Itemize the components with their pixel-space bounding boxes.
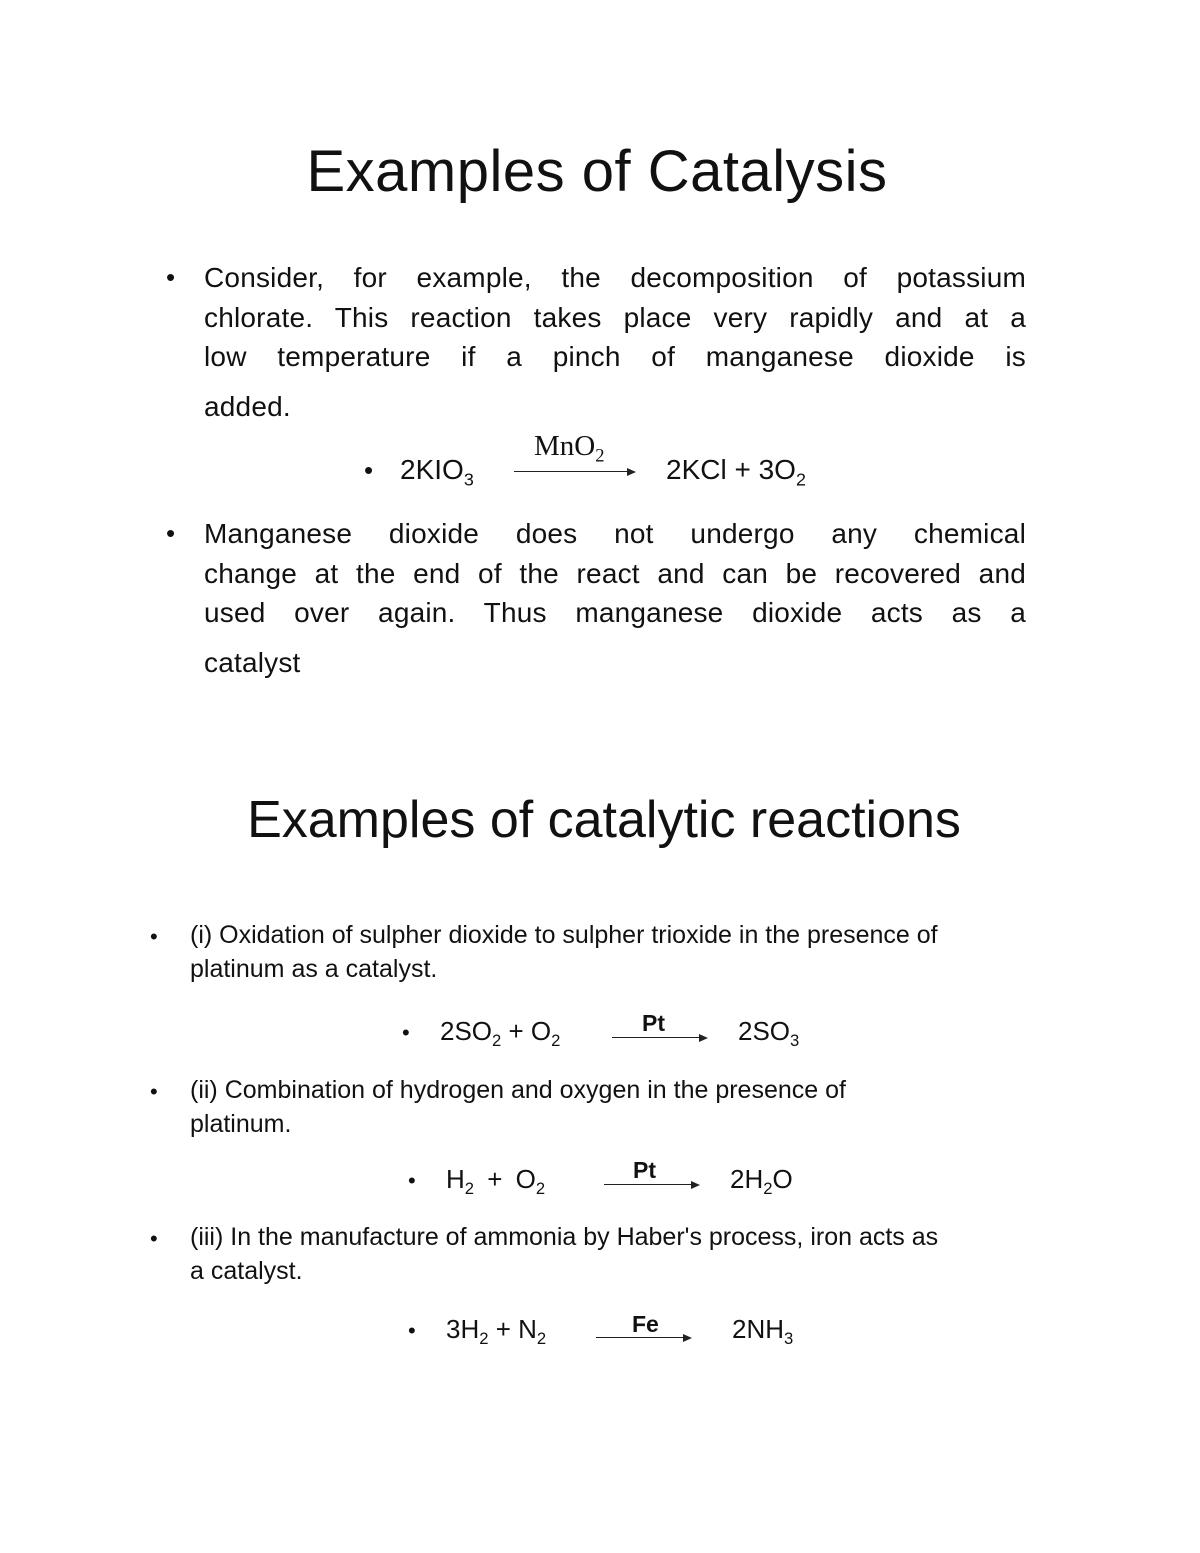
bullet-marker: • xyxy=(150,1079,158,1104)
bullet-marker: • xyxy=(166,262,176,292)
paragraph-haber-process xyxy=(190,1220,1050,1288)
bullet-marker: • xyxy=(150,924,158,949)
subscript: 2 xyxy=(479,1328,489,1348)
subscript: 3 xyxy=(784,1328,794,1348)
formula: 2KCl + 3O xyxy=(666,454,796,485)
formula: O xyxy=(772,1164,793,1194)
bullet-marker: • xyxy=(408,1168,416,1193)
text-line: (i) Oxidation of sulpher dioxide to sulpher trioxide in the presence of xyxy=(190,921,938,949)
equation-reactant xyxy=(400,452,474,488)
subscript: 2 xyxy=(763,1178,773,1198)
arrow-head-icon xyxy=(627,468,636,476)
subscript: 2 xyxy=(551,1030,561,1050)
equation-products xyxy=(738,1013,799,1049)
formula: 2KIO xyxy=(400,454,464,485)
formula: 2SO xyxy=(738,1016,791,1046)
text-line: Consider, for example, the decomposition of potassium xyxy=(204,262,1026,293)
text-line: a catalyst. xyxy=(190,1257,303,1285)
subscript: 2 xyxy=(464,1178,475,1198)
catalyst-label xyxy=(534,430,605,467)
arrow-head-icon xyxy=(691,1181,700,1189)
subscript: 2 xyxy=(595,445,605,467)
equation-products xyxy=(730,1161,793,1197)
arrow-head-icon xyxy=(683,1334,692,1342)
formula: MnO xyxy=(534,430,596,462)
text-line: platinum. xyxy=(190,1110,292,1138)
bullet-marker: • xyxy=(150,1226,158,1251)
text-line: platinum as a catalyst. xyxy=(190,955,438,983)
reaction-arrow xyxy=(514,471,628,472)
formula: + O xyxy=(474,1164,536,1194)
equation-reactants xyxy=(440,1013,560,1049)
text-line: added. xyxy=(204,390,291,422)
catalyst-label: Pt xyxy=(642,1010,665,1036)
subscript: 2 xyxy=(492,1030,502,1050)
bullet-marker: • xyxy=(408,1318,416,1343)
formula: 2NH xyxy=(732,1314,785,1344)
formula: 3H xyxy=(446,1314,480,1344)
subscript: 3 xyxy=(790,1030,800,1050)
equation-products xyxy=(666,452,806,488)
reaction-arrow xyxy=(604,1184,692,1185)
bullet-marker: • xyxy=(166,518,176,548)
formula: 2H xyxy=(730,1164,764,1194)
page-title-catalysis: Examples of Catalysis xyxy=(306,139,888,204)
text-line: change at the end of the react and can be recovered and xyxy=(204,557,1026,589)
page-title-catalytic-reactions: Examples of catalytic reactions xyxy=(247,791,961,849)
reaction-arrow xyxy=(596,1337,684,1338)
subscript: 2 xyxy=(535,1178,546,1198)
catalyst-label: Pt xyxy=(633,1157,656,1183)
arrow-head-icon xyxy=(699,1034,708,1042)
bullet-marker: • xyxy=(402,1020,410,1045)
equation-products xyxy=(732,1311,793,1347)
paragraph-potassium-chlorate xyxy=(204,258,1026,426)
paragraph-hydrogen-oxygen xyxy=(190,1073,1050,1141)
text-line: (iii) In the manufacture of ammonia by Haber's process, iron acts as xyxy=(190,1223,939,1251)
formula: 2SO xyxy=(440,1016,493,1046)
text-line: chlorate. This reaction takes place very rapidly and at a xyxy=(204,301,1026,333)
paragraph-manganese-dioxide xyxy=(204,514,1026,682)
text-line: low temperature if a pinch of manganese dioxide is xyxy=(204,341,1026,372)
reaction-arrow xyxy=(612,1037,700,1038)
formula: + N xyxy=(488,1314,537,1344)
catalyst-label: Fe xyxy=(632,1311,659,1337)
text-line: (ii) Combination of hydrogen and oxygen in the presence of xyxy=(190,1076,846,1104)
paragraph-sulpher-oxidation xyxy=(190,918,1050,986)
equation-reactants xyxy=(446,1161,545,1197)
subscript: 2 xyxy=(795,469,806,490)
subscript: 3 xyxy=(463,469,474,490)
equation-reactants xyxy=(446,1311,546,1347)
bullet-marker: • xyxy=(364,455,374,485)
formula: + O xyxy=(501,1016,552,1046)
text-line: catalyst xyxy=(204,646,301,678)
formula: H xyxy=(446,1164,465,1194)
text-line: Manganese dioxide does not undergo any chemical xyxy=(204,518,1026,549)
text-line: used over again. Thus manganese dioxide acts as a xyxy=(204,597,1026,628)
subscript: 2 xyxy=(536,1328,547,1348)
